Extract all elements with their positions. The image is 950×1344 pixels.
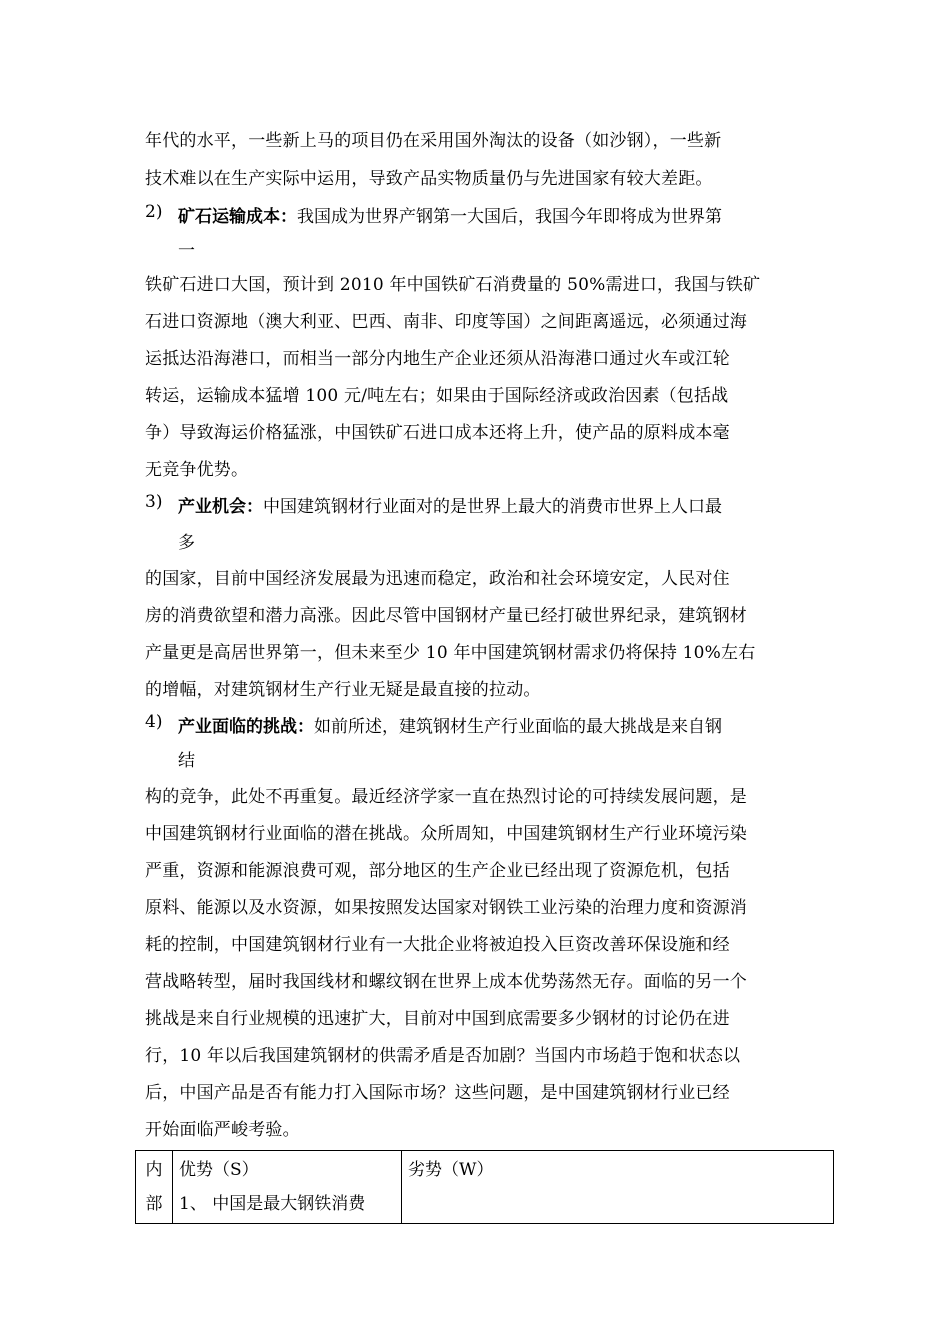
list-number: 3) xyxy=(145,492,163,512)
wrapped-char: 多 xyxy=(178,533,195,553)
text-line: 房的消费欲望和潜力高涨。因此尽管中国钢材产量已经打破世界纪录，建筑钢材 xyxy=(145,606,747,626)
text-line: 中国建筑钢材行业面临的潜在挑战。众所周知，中国建筑钢材生产行业环境污染 xyxy=(145,824,747,844)
text-line: 的增幅，对建筑钢材生产行业无疑是最直接的拉动。 xyxy=(145,680,541,700)
text-line: 争）导致海运价格猛涨，中国铁矿石进口成本还将上升，使产品的原料成本毫 xyxy=(145,423,730,443)
text-line: 挑战是来自行业规模的迅速扩大，目前对中国到底需要多少钢材的讨论仍在进 xyxy=(145,1009,730,1029)
list-item-heading xyxy=(178,492,722,517)
strength-item: 1、 中国是最大钢铁消费 xyxy=(179,1194,366,1214)
text-line: 耗的控制，中国建筑钢材行业有一大批企业将被迫投入巨资改善环保设施和经 xyxy=(145,935,730,955)
list-item-title: 矿石运输成本： xyxy=(178,207,297,227)
text-line: 年代的水平，一些新上马的项目仍在采用国外淘汰的设备（如沙钢），一些新 xyxy=(145,131,722,151)
list-item-heading xyxy=(178,202,722,227)
list-item-text: 中国建筑钢材行业面对的是世界上最大的消费市世界上人口最 xyxy=(263,497,722,517)
list-item-title: 产业机会： xyxy=(178,497,263,517)
text-line: 原料、能源以及水资源，如果按照发达国家对钢铁工业污染的治理力度和资源消 xyxy=(145,898,747,918)
text-line: 开始面临严峻考验。 xyxy=(145,1120,300,1140)
list-number: 2) xyxy=(145,202,163,222)
text-line: 产量更是高居世界第一，但未来至少 10 年中国建筑钢材需求仍将保持 10%左右 xyxy=(145,643,756,663)
text-line: 行，10 年以后我国建筑钢材的供需矛盾是否加剧？当国内市场趋于饱和状态以 xyxy=(145,1046,741,1066)
text-line: 严重，资源和能源浪费可观，部分地区的生产企业已经出现了资源危机，包括 xyxy=(145,861,730,881)
list-number: 4) xyxy=(145,712,163,732)
list-item-text: 我国成为世界产钢第一大国后，我国今年即将成为世界第 xyxy=(297,207,722,227)
swot-table xyxy=(135,1150,834,1224)
weaknesses-cell xyxy=(402,1151,834,1224)
text-line: 技术难以在生产实际中运用，导致产品实物质量仍与先进国家有较大差距。 xyxy=(145,169,713,189)
table-row xyxy=(136,1151,834,1224)
text-line: 转运，运输成本猛增 100 元/吨左右；如果由于国际经济或政治因素（包括战 xyxy=(145,386,729,406)
text-line: 后，中国产品是否有能力打入国际市场？这些问题，是中国建筑钢材行业已经 xyxy=(145,1083,730,1103)
side-label-top: 内 xyxy=(145,1160,163,1180)
table-side-label xyxy=(136,1151,173,1224)
text-line: 铁矿石进口大国，预计到 2010 年中国铁矿石消费量的 50%需进口，我国与铁矿 xyxy=(145,275,761,295)
text-line: 的国家，目前中国经济发展最为迅速而稳定，政治和社会环境安定，人民对住 xyxy=(145,569,730,589)
list-item-heading xyxy=(178,712,722,737)
side-label-bottom: 部 xyxy=(145,1194,163,1214)
text-line: 无竞争优势。 xyxy=(145,460,249,480)
text-line: 构的竞争，此处不再重复。最近经济学家一直在热烈讨论的可持续发展问题，是 xyxy=(145,787,747,807)
text-line: 营战略转型，届时我国线材和螺纹钢在世界上成本优势荡然无存。面临的另一个 xyxy=(145,972,747,992)
text-line: 运抵达沿海港口，而相当一部分内地生产企业还须从沿海港口通过火车或江轮 xyxy=(145,349,730,369)
strengths-header: 优势（S） xyxy=(179,1160,259,1180)
list-item-text: 如前所述，建筑钢材生产行业面临的最大挑战是来自钢 xyxy=(314,717,722,737)
wrapped-char: 一 xyxy=(178,241,195,261)
wrapped-char: 结 xyxy=(178,751,195,771)
text-line: 石进口资源地（澳大利亚、巴西、南非、印度等国）之间距离遥远，必须通过海 xyxy=(145,312,747,332)
list-item-title: 产业面临的挑战： xyxy=(178,717,314,737)
weaknesses-header: 劣势（W） xyxy=(408,1160,494,1180)
strengths-cell xyxy=(173,1151,402,1224)
